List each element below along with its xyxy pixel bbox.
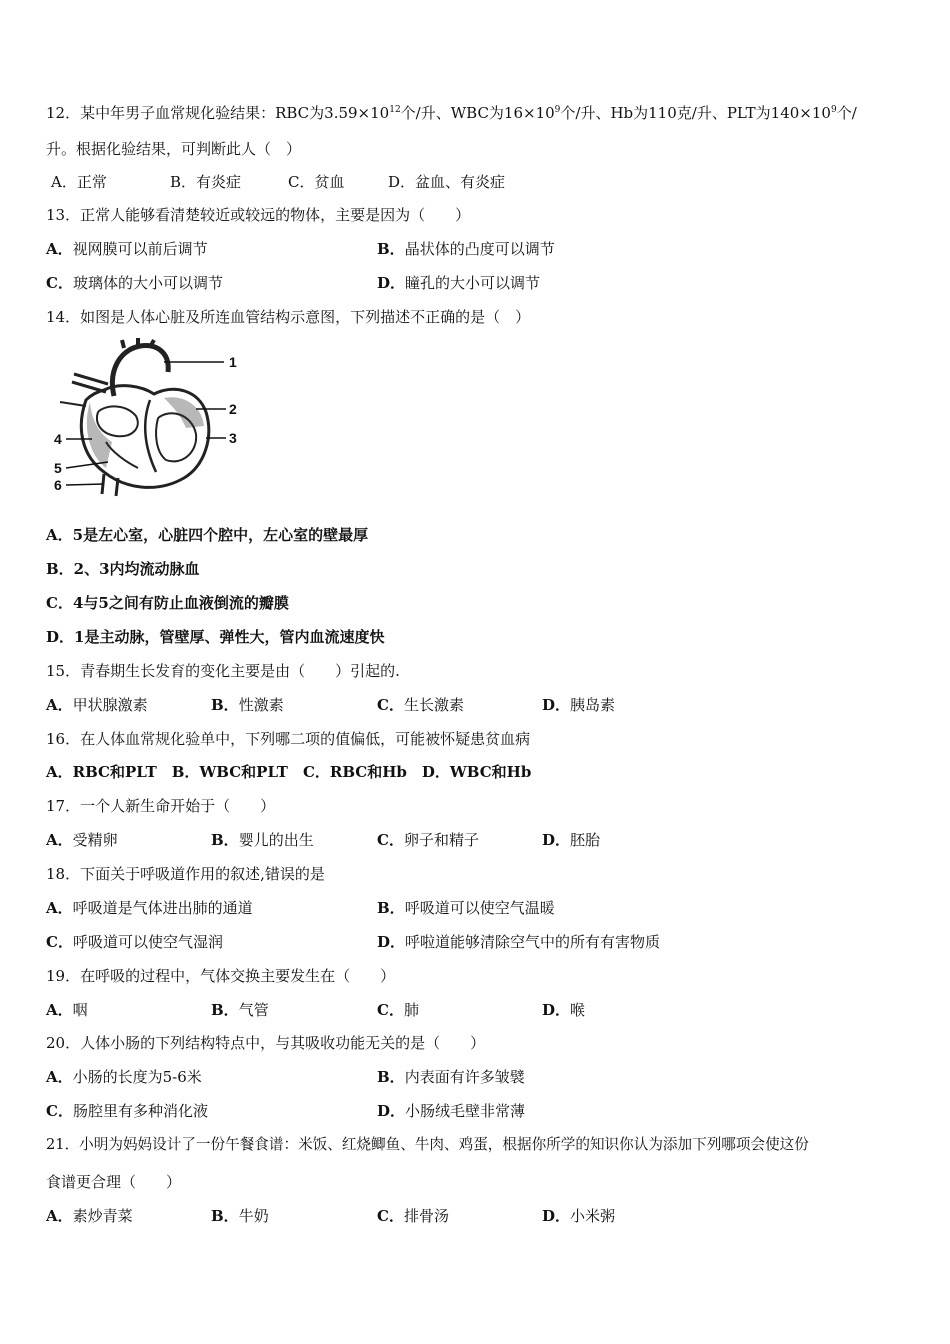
q17-stem: 17．一个人新生命开始于（ ）	[46, 797, 276, 815]
heart-diagram	[46, 338, 256, 498]
q21-option-c[interactable]: C．排骨汤	[377, 1207, 449, 1225]
q21-option-d[interactable]: D．小米粥	[542, 1207, 616, 1225]
q15-option-b[interactable]: B．性激素	[211, 696, 284, 714]
q18-option-a[interactable]: A．呼吸道是气体进出肺的通道	[46, 899, 253, 917]
q15-option-a[interactable]: A．甲状腺激素	[46, 696, 148, 714]
diagram-label-5: 5	[54, 460, 62, 476]
q20-option-b[interactable]: B．内表面有许多皱襞	[377, 1068, 525, 1086]
q18-option-c[interactable]: C．呼吸道可以使空气湿润	[46, 933, 223, 951]
q13-option-c[interactable]: C．玻璃体的大小可以调节	[46, 274, 223, 292]
q20-option-c[interactable]: C．肠腔里有多种消化液	[46, 1102, 208, 1120]
q19-option-b[interactable]: B．气管	[211, 1001, 269, 1019]
q17-option-c[interactable]: C．卵子和精子	[377, 831, 479, 849]
q21-option-a[interactable]: A．素炒青菜	[46, 1207, 133, 1225]
q14-option-a[interactable]: A．5是左心室，心脏四个腔中，左心室的壁最厚	[46, 526, 369, 544]
diagram-label-6: 6	[54, 477, 62, 493]
q19-option-a[interactable]: A．咽	[46, 1001, 88, 1019]
q17-option-a[interactable]: A．受精卵	[46, 831, 118, 849]
diagram-label-4: 4	[54, 431, 62, 447]
diagram-label-1: 1	[229, 354, 237, 370]
q15-option-c[interactable]: C．生长激素	[377, 696, 464, 714]
q19-option-c[interactable]: C．肺	[377, 1001, 419, 1019]
q13-stem: 13．正常人能够看清楚较近或较远的物体，主要是因为（ ）	[46, 206, 471, 224]
q17-option-b[interactable]: B．婴儿的出生	[211, 831, 314, 849]
q14-option-c[interactable]: C．4与5之间有防止血液倒流的瓣膜	[46, 594, 289, 612]
q12-stem-line2: 升。根据化验结果，可判断此人（ ）	[46, 140, 302, 158]
q15-option-d[interactable]: D．胰岛素	[542, 696, 616, 714]
q20-option-a[interactable]: A．小肠的长度为5-6米	[46, 1068, 202, 1086]
q12-option-a[interactable]: A．正常	[51, 173, 107, 191]
q17-option-d[interactable]: D．胚胎	[542, 831, 601, 849]
q18-option-d[interactable]: D．呼啦道能够清除空气中的所有有害物质	[377, 933, 661, 951]
q16-options[interactable]: A．RBC和PLT B．WBC和PLT C．RBC和Hb D．WBC和Hb	[46, 763, 532, 781]
q19-stem: 19．在呼吸的过程中，气体交换主要发生在（ ）	[46, 967, 396, 985]
diagram-label-3: 3	[229, 430, 237, 446]
q15-stem: 15．青春期生长发育的变化主要是由（ ）引起的.	[46, 662, 400, 680]
q12-option-c[interactable]: C．贫血	[288, 173, 345, 191]
q12-stem-line1: 12．某中年男子血常规化验结果：RBC为$3.59\times 10^{12}$个/升、WBC为$16\times 10^9$个/升、Hb为110克/升、PLT为$140\times 10^9$个/	[46, 104, 857, 122]
q13-option-b[interactable]: B．晶状体的凸度可以调节	[377, 240, 555, 258]
q13-option-d[interactable]: D．瞳孔的大小可以调节	[377, 274, 541, 292]
q16-stem: 16．在人体血常规化验单中，下列哪二项的值偏低，可能被怀疑患贫血病	[46, 730, 531, 748]
q18-stem: 18．下面关于呼吸道作用的叙述,错误的是	[46, 865, 325, 883]
q21-stem-line2: 食谱更合理（ ）	[46, 1173, 182, 1191]
q20-stem: 20．人体小肠的下列结构特点中，与其吸收功能无关的是（ ）	[46, 1034, 486, 1052]
q18-option-b[interactable]: B．呼吸道可以使空气温暖	[377, 899, 555, 917]
q12-option-d[interactable]: D．盆血、有炎症	[388, 173, 506, 191]
q12-option-b[interactable]: B．有炎症	[170, 173, 242, 191]
q19-option-d[interactable]: D．喉	[542, 1001, 586, 1019]
q13-option-a[interactable]: A．视网膜可以前后调节	[46, 240, 208, 258]
q14-option-b[interactable]: B．2、3内均流动脉血	[46, 560, 200, 578]
q21-stem-line1: 21．小明为妈妈设计了一份午餐食谱：米饭、红烧鲫鱼、牛肉、鸡蛋，根据你所学的知识你认为添加下列哪项会使这份	[46, 1136, 809, 1153]
q21-option-b[interactable]: B．牛奶	[211, 1207, 269, 1225]
q20-option-d[interactable]: D．小肠绒毛壁非常薄	[377, 1102, 526, 1120]
q14-stem: 14．如图是人体心脏及所连血管结构示意图，下列描述不正确的是（ ）	[46, 308, 531, 326]
diagram-label-2: 2	[229, 401, 237, 417]
q14-option-d[interactable]: D．1是主动脉，管壁厚、弹性大，管内血流速度快	[46, 628, 385, 646]
